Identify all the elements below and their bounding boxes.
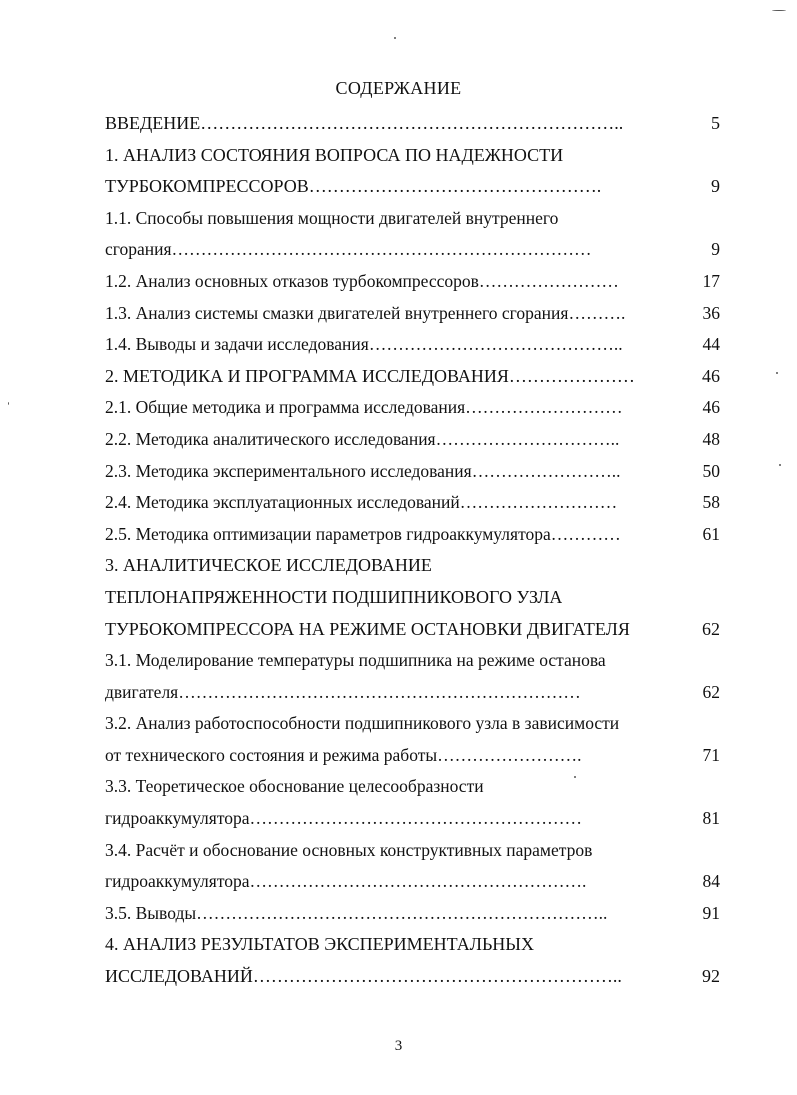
toc-line [105, 961, 720, 993]
toc-entry-text: 1.4. Выводы и задачи исследования…………………………………….. [105, 334, 623, 355]
toc-line [105, 771, 720, 803]
toc-entry-text: гидроаккумулятора…………………………………………………. [105, 871, 587, 892]
scan-speck [776, 372, 778, 374]
toc-line [105, 898, 720, 930]
toc-entry-text: 3.2. Анализ работоспособности подшипникового узла в зависимости [105, 713, 620, 734]
toc-line [105, 456, 720, 488]
toc-line [105, 298, 720, 330]
toc-line [105, 108, 720, 140]
toc-entry-text: от технического состояния и режима работы……………………. [105, 744, 582, 765]
toc-entry-text: 2.4. Методика эксплуатационных исследований……………………… [105, 492, 618, 513]
toc-entry-text: сгорания……………………………………………………………… [105, 239, 592, 260]
toc-page-number: 9 [711, 239, 720, 260]
page-number: 3 [394, 1038, 403, 1054]
toc-line [105, 582, 720, 614]
toc-entry-text: 2.2. Методика аналитического исследования………………………….. [105, 428, 620, 449]
toc-entry-text: ТУРБОКОМПРЕССОРА НА РЕЖИМЕ ОСТАНОВКИ ДВИГАТЕЛЯ [105, 618, 630, 639]
toc-line [105, 550, 720, 582]
toc-line [105, 929, 720, 961]
toc-entry-text: двигателя…………………………………………………………… [105, 681, 581, 702]
toc-page-number: 9 [711, 176, 720, 197]
toc-page-number: 62 [702, 681, 720, 702]
toc-line [105, 866, 720, 898]
toc-page-number: 50 [702, 460, 720, 481]
toc-line [105, 519, 720, 551]
toc-page-number: 58 [702, 492, 720, 513]
toc-line [105, 424, 720, 456]
toc-line [105, 614, 720, 646]
toc-entry-text: 1. АНАЛИЗ СОСТОЯНИЯ ВОПРОСА ПО НАДЕЖНОСТИ [105, 144, 564, 165]
toc-entry-text: 2.5. Методика оптимизации параметров гидроаккумулятора………… [105, 523, 621, 544]
scan-speck [394, 37, 396, 39]
toc-line [105, 171, 720, 203]
toc-line [105, 803, 720, 835]
scan-speck [8, 402, 9, 405]
toc-entry-text: ТЕПЛОНАПРЯЖЕННОСТИ ПОДШИПНИКОВОГО УЗЛА [105, 586, 563, 607]
toc-entry-text: 3.5. Выводы…………………………………………………………….. [105, 902, 608, 923]
toc-entry-text: 3.3. Теоретическое обоснование целесообразности [105, 776, 484, 797]
toc-entry-text: 4. АНАЛИЗ РЕЗУЛЬТАТОВ ЭКСПЕРИМЕНТАЛЬНЫХ [105, 934, 534, 955]
toc-line [105, 740, 720, 772]
toc-entry-text: 1.1. Способы повышения мощности двигателей внутреннего [105, 207, 559, 228]
toc-page-number: 46 [702, 365, 720, 386]
toc-line [105, 645, 720, 677]
toc-entry-text: ВВЕДЕНИЕ…………………………………………………………….. [105, 113, 624, 133]
toc-entry-text: ИССЛЕДОВАНИЙ…………………………………………………….. [105, 966, 622, 987]
table-of-contents [105, 108, 720, 993]
toc-entry-text: 3.4. Расчёт и обоснование основных конструктивных параметров [105, 839, 593, 860]
toc-entry-text: 2. МЕТОДИКА И ПРОГРАММА ИССЛЕДОВАНИЯ………………… [105, 365, 635, 386]
toc-line [105, 234, 720, 266]
scan-speck [574, 776, 576, 778]
scan-speck [779, 464, 781, 466]
toc-page-number: 91 [702, 902, 720, 923]
toc-page-number: 84 [702, 871, 720, 892]
toc-line [105, 361, 720, 393]
scan-speck [772, 10, 786, 11]
toc-page-number: 5 [711, 113, 720, 133]
toc-line [105, 708, 720, 740]
toc-page-number: 62 [702, 618, 720, 639]
document-title: СОДЕРЖАНИЕ [335, 78, 462, 98]
toc-line [105, 677, 720, 709]
toc-page-number: 61 [702, 523, 720, 544]
toc-page-number: 48 [702, 428, 720, 449]
toc-line [105, 487, 720, 519]
toc-entry-text: 2.3. Методика экспериментального исследования…………………….. [105, 460, 621, 481]
toc-page-number: 36 [702, 302, 720, 323]
toc-entry-text: 3. АНАЛИТИЧЕСКОЕ ИССЛЕДОВАНИЕ [105, 555, 432, 576]
toc-entry-text: 1.2. Анализ основных отказов турбокомпрессоров…………………… [105, 270, 619, 291]
toc-entry-text: гидроаккумулятора………………………………………………… [105, 808, 583, 829]
toc-entry-text: 3.1. Моделирование температуры подшипника на режиме останова [105, 650, 606, 671]
toc-page-number: 81 [702, 808, 720, 829]
toc-line [105, 329, 720, 361]
toc-page-number: 92 [702, 966, 720, 987]
toc-entry-text: 2.1. Общие методика и программа исследования……………………… [105, 397, 623, 418]
toc-entry-text: 1.3. Анализ системы смазки двигателей внутреннего сгорания………. [105, 302, 626, 323]
toc-page-number: 44 [702, 334, 720, 355]
toc-page-number: 17 [702, 270, 720, 291]
toc-page-number: 46 [702, 397, 720, 418]
toc-line [105, 266, 720, 298]
toc-line [105, 392, 720, 424]
toc-entry-text: ТУРБОКОМПРЕССОРОВ…………………………………………. [105, 176, 602, 197]
toc-line [105, 203, 720, 235]
toc-page-number: 71 [702, 744, 720, 765]
toc-line [105, 835, 720, 867]
toc-line [105, 140, 720, 172]
